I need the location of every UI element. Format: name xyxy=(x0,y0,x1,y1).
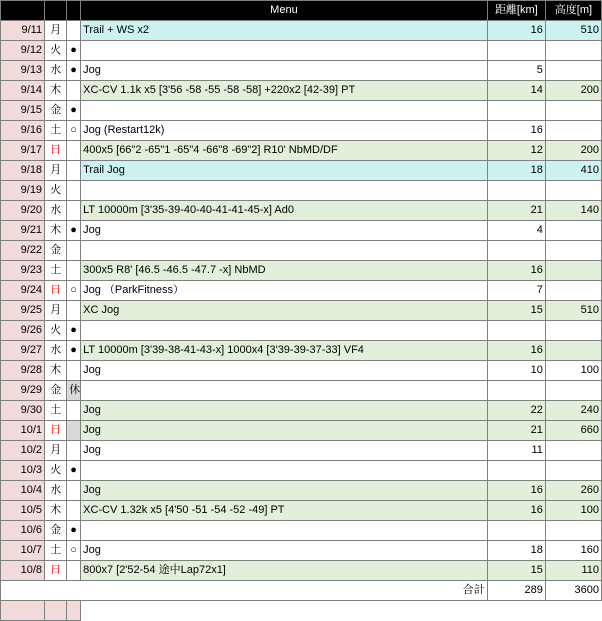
row-date: 10/6 xyxy=(1,521,45,541)
row-distance: 16 xyxy=(487,481,545,501)
row-day-of-week: 火 xyxy=(45,461,67,481)
table-row xyxy=(1,201,602,221)
total-elevation: 3600 xyxy=(545,581,601,601)
row-mark xyxy=(67,441,81,461)
row-elevation xyxy=(545,41,601,61)
tail-elev-cell xyxy=(545,601,601,621)
row-elevation: 260 xyxy=(545,481,601,501)
table-row xyxy=(1,101,602,121)
row-day-of-week: 金 xyxy=(45,381,67,401)
row-day-of-week: 月 xyxy=(45,161,67,181)
row-date: 9/20 xyxy=(1,201,45,221)
row-menu xyxy=(81,41,488,61)
row-elevation xyxy=(545,341,601,361)
tail-dist-cell xyxy=(487,601,545,621)
table-row xyxy=(1,481,602,501)
row-elevation: 410 xyxy=(545,161,601,181)
table-row xyxy=(1,41,602,61)
row-menu xyxy=(81,101,488,121)
row-menu xyxy=(81,321,488,341)
row-menu: LT 10000m [3'39-38-41-43-x] 1000x4 [3'39-39-37-33] VF4 xyxy=(81,341,488,361)
row-day-of-week: 金 xyxy=(45,101,67,121)
tail-dow-cell xyxy=(45,601,67,621)
row-mark: 休 xyxy=(67,381,81,401)
row-mark: ● xyxy=(67,101,81,121)
row-distance: 21 xyxy=(487,201,545,221)
header-mark xyxy=(67,1,81,21)
tail-menu-cell xyxy=(81,601,488,621)
row-day-of-week: 水 xyxy=(45,201,67,221)
row-date: 9/29 xyxy=(1,381,45,401)
row-menu: XC-CV 1.32k x5 [4'50 -51 -54 -52 -49] PT xyxy=(81,501,488,521)
row-distance: 21 xyxy=(487,421,545,441)
table-row xyxy=(1,401,602,421)
row-date: 10/8 xyxy=(1,561,45,581)
row-distance: 7 xyxy=(487,281,545,301)
row-menu: 800x7 [2'52-54 途中Lap72x1] xyxy=(81,561,488,581)
row-mark: ● xyxy=(67,341,81,361)
row-date: 9/17 xyxy=(1,141,45,161)
row-mark: ● xyxy=(67,221,81,241)
row-date: 9/24 xyxy=(1,281,45,301)
table-row xyxy=(1,421,602,441)
row-mark xyxy=(67,181,81,201)
row-distance xyxy=(487,381,545,401)
table-body xyxy=(1,21,602,581)
row-elevation: 160 xyxy=(545,541,601,561)
row-day-of-week: 水 xyxy=(45,61,67,81)
row-mark xyxy=(67,261,81,281)
row-day-of-week: 金 xyxy=(45,241,67,261)
row-elevation xyxy=(545,221,601,241)
row-menu: Jog xyxy=(81,481,488,501)
row-day-of-week: 土 xyxy=(45,121,67,141)
table-row xyxy=(1,61,602,81)
row-elevation xyxy=(545,261,601,281)
row-menu: Trail + WS x2 xyxy=(81,21,488,41)
table-row xyxy=(1,301,602,321)
row-mark xyxy=(67,201,81,221)
row-distance xyxy=(487,521,545,541)
row-date: 10/7 xyxy=(1,541,45,561)
row-elevation xyxy=(545,321,601,341)
row-distance: 22 xyxy=(487,401,545,421)
row-menu: Jog xyxy=(81,61,488,81)
row-menu: Jog xyxy=(81,361,488,381)
row-mark: ● xyxy=(67,61,81,81)
row-menu: Trail Jog xyxy=(81,161,488,181)
row-distance xyxy=(487,101,545,121)
row-day-of-week: 火 xyxy=(45,321,67,341)
row-distance: 5 xyxy=(487,61,545,81)
row-elevation: 510 xyxy=(545,301,601,321)
row-menu xyxy=(81,461,488,481)
row-elevation xyxy=(545,441,601,461)
row-menu: LT 10000m [3'35-39-40-40-41-41-45-x] Ad0 xyxy=(81,201,488,221)
row-day-of-week: 水 xyxy=(45,481,67,501)
table-row xyxy=(1,21,602,41)
row-distance: 16 xyxy=(487,341,545,361)
row-date: 9/25 xyxy=(1,301,45,321)
table-row xyxy=(1,81,602,101)
row-elevation: 100 xyxy=(545,361,601,381)
row-elevation xyxy=(545,121,601,141)
table-row xyxy=(1,141,602,161)
row-mark: ○ xyxy=(67,541,81,561)
row-distance: 18 xyxy=(487,541,545,561)
table-row xyxy=(1,521,602,541)
row-menu: Jog xyxy=(81,401,488,421)
row-menu: Jog xyxy=(81,441,488,461)
row-day-of-week: 月 xyxy=(45,21,67,41)
row-elevation: 200 xyxy=(545,141,601,161)
row-date: 9/11 xyxy=(1,21,45,41)
table-row xyxy=(1,261,602,281)
row-mark: ● xyxy=(67,321,81,341)
header-date xyxy=(1,1,45,21)
table-row xyxy=(1,501,602,521)
table-row xyxy=(1,461,602,481)
row-distance: 16 xyxy=(487,121,545,141)
row-elevation: 200 xyxy=(545,81,601,101)
row-menu: XC-CV 1.1k x5 [3'56 -58 -55 -58 -58] +220x2 [42-39] PT xyxy=(81,81,488,101)
row-mark xyxy=(67,241,81,261)
table-row xyxy=(1,281,602,301)
row-elevation xyxy=(545,521,601,541)
row-mark xyxy=(67,301,81,321)
row-mark xyxy=(67,141,81,161)
row-mark xyxy=(67,161,81,181)
header-dow xyxy=(45,1,67,21)
row-menu: Jog (Restart12k) xyxy=(81,121,488,141)
table-row xyxy=(1,381,602,401)
row-date: 10/1 xyxy=(1,421,45,441)
row-date: 9/28 xyxy=(1,361,45,381)
row-date: 9/14 xyxy=(1,81,45,101)
row-date: 10/2 xyxy=(1,441,45,461)
row-date: 9/30 xyxy=(1,401,45,421)
row-mark xyxy=(67,421,81,441)
table-header-row xyxy=(1,1,602,21)
row-day-of-week: 日 xyxy=(45,421,67,441)
row-distance xyxy=(487,181,545,201)
row-distance: 10 xyxy=(487,361,545,381)
row-day-of-week: 日 xyxy=(45,561,67,581)
row-date: 9/16 xyxy=(1,121,45,141)
row-menu xyxy=(81,521,488,541)
row-elevation: 100 xyxy=(545,501,601,521)
row-day-of-week: 日 xyxy=(45,141,67,161)
header-elevation: 高度[m] xyxy=(545,1,601,21)
row-day-of-week: 土 xyxy=(45,261,67,281)
row-menu xyxy=(81,381,488,401)
row-mark: ● xyxy=(67,41,81,61)
tail-row xyxy=(1,601,602,621)
row-mark xyxy=(67,501,81,521)
row-elevation: 140 xyxy=(545,201,601,221)
row-mark xyxy=(67,81,81,101)
row-elevation: 660 xyxy=(545,421,601,441)
row-day-of-week: 水 xyxy=(45,341,67,361)
row-distance: 12 xyxy=(487,141,545,161)
row-elevation xyxy=(545,101,601,121)
row-day-of-week: 土 xyxy=(45,541,67,561)
row-mark: ○ xyxy=(67,281,81,301)
row-mark: ● xyxy=(67,521,81,541)
row-mark xyxy=(67,21,81,41)
row-date: 9/26 xyxy=(1,321,45,341)
row-date: 9/22 xyxy=(1,241,45,261)
row-distance: 14 xyxy=(487,81,545,101)
row-distance: 16 xyxy=(487,501,545,521)
row-elevation xyxy=(545,461,601,481)
row-date: 9/19 xyxy=(1,181,45,201)
row-menu xyxy=(81,181,488,201)
row-elevation xyxy=(545,381,601,401)
row-distance: 15 xyxy=(487,301,545,321)
row-elevation xyxy=(545,241,601,261)
row-menu: Jog xyxy=(81,541,488,561)
table-row xyxy=(1,541,602,561)
row-elevation: 240 xyxy=(545,401,601,421)
row-day-of-week: 火 xyxy=(45,181,67,201)
row-mark xyxy=(67,401,81,421)
table-row xyxy=(1,341,602,361)
row-mark xyxy=(67,561,81,581)
row-elevation xyxy=(545,281,601,301)
row-day-of-week: 木 xyxy=(45,501,67,521)
row-distance: 11 xyxy=(487,441,545,461)
row-date: 10/3 xyxy=(1,461,45,481)
row-menu: XC Jog xyxy=(81,301,488,321)
row-distance: 16 xyxy=(487,21,545,41)
total-label: 合計 xyxy=(1,581,488,601)
total-distance: 289 xyxy=(487,581,545,601)
row-menu: Jog xyxy=(81,221,488,241)
table-row xyxy=(1,441,602,461)
row-distance: 16 xyxy=(487,261,545,281)
row-elevation xyxy=(545,61,601,81)
row-distance: 15 xyxy=(487,561,545,581)
row-day-of-week: 日 xyxy=(45,281,67,301)
row-elevation: 110 xyxy=(545,561,601,581)
tail-mark-cell xyxy=(67,601,81,621)
row-distance: 4 xyxy=(487,221,545,241)
row-mark xyxy=(67,361,81,381)
row-mark: ● xyxy=(67,461,81,481)
row-distance xyxy=(487,241,545,261)
table-row xyxy=(1,221,602,241)
total-row xyxy=(1,581,602,601)
row-distance xyxy=(487,461,545,481)
row-distance xyxy=(487,321,545,341)
table-row xyxy=(1,121,602,141)
table-row xyxy=(1,241,602,261)
row-date: 9/21 xyxy=(1,221,45,241)
row-date: 9/27 xyxy=(1,341,45,361)
table-row xyxy=(1,561,602,581)
row-elevation xyxy=(545,181,601,201)
row-distance: 18 xyxy=(487,161,545,181)
row-date: 10/5 xyxy=(1,501,45,521)
row-day-of-week: 土 xyxy=(45,401,67,421)
row-day-of-week: 月 xyxy=(45,301,67,321)
row-mark xyxy=(67,481,81,501)
row-menu: Jog （ParkFitness） xyxy=(81,281,488,301)
row-menu: Jog xyxy=(81,421,488,441)
row-day-of-week: 火 xyxy=(45,41,67,61)
table-row xyxy=(1,321,602,341)
table-row xyxy=(1,181,602,201)
row-date: 9/18 xyxy=(1,161,45,181)
row-menu xyxy=(81,241,488,261)
row-menu: 400x5 [66"2 -65"1 -65"4 -66"8 -69"2] R10' NbMD/DF xyxy=(81,141,488,161)
header-menu: Menu xyxy=(81,1,488,21)
header-distance: 距離[km] xyxy=(487,1,545,21)
row-day-of-week: 木 xyxy=(45,81,67,101)
row-date: 9/15 xyxy=(1,101,45,121)
row-day-of-week: 木 xyxy=(45,221,67,241)
row-distance xyxy=(487,41,545,61)
tail-date-cell xyxy=(1,601,45,621)
row-menu: 300x5 R8' [46.5 -46.5 -47.7 -x] NbMD xyxy=(81,261,488,281)
row-elevation: 510 xyxy=(545,21,601,41)
row-day-of-week: 金 xyxy=(45,521,67,541)
row-date: 9/23 xyxy=(1,261,45,281)
row-date: 9/12 xyxy=(1,41,45,61)
row-day-of-week: 月 xyxy=(45,441,67,461)
row-date: 9/13 xyxy=(1,61,45,81)
table-row xyxy=(1,361,602,381)
row-mark: ○ xyxy=(67,121,81,141)
row-date: 10/4 xyxy=(1,481,45,501)
table-row xyxy=(1,161,602,181)
row-day-of-week: 木 xyxy=(45,361,67,381)
